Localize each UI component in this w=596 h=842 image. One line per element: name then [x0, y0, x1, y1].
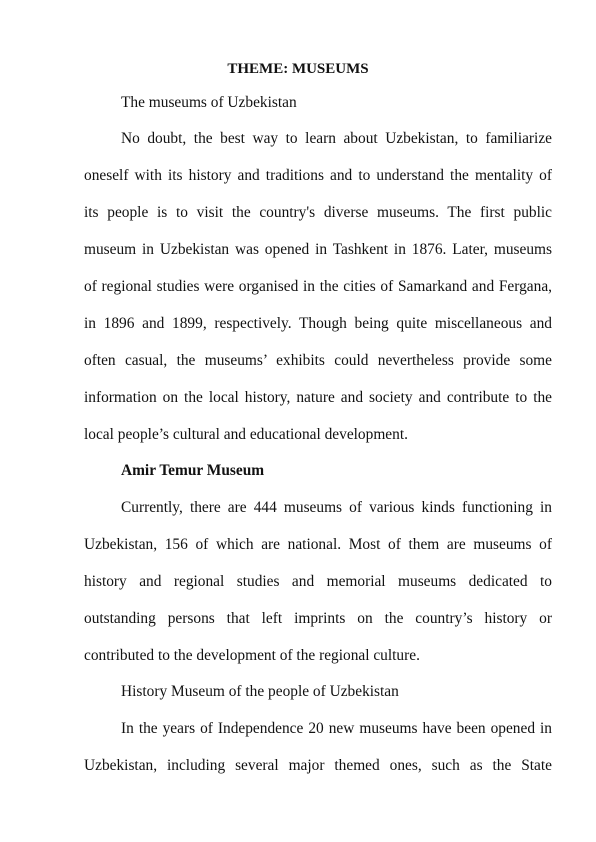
- paragraph-line: In the years of Independence 20 new museums have been opened in: [121, 720, 552, 737]
- paragraph-line: information on the local history, nature and society and contribute to the: [84, 389, 552, 406]
- paragraph-line: in 1896 and 1899, respectively. Though being quite miscellaneous and: [84, 315, 552, 332]
- paragraph-line: contributed to the development of the regional culture.: [84, 647, 420, 664]
- section-heading-amir-temur-museum: Amir Temur Museum: [121, 462, 265, 479]
- paragraph-line: Uzbekistan, including several major themed ones, such as the State: [84, 757, 552, 774]
- paragraph-line: its people is to visit the country's diverse museums. The first public: [84, 204, 552, 221]
- paragraph-line: oneself with its history and traditions and to understand the mentality of: [84, 167, 552, 184]
- paragraph-line: history and regional studies and memorial museums dedicated to: [84, 573, 552, 590]
- paragraph-line: museum in Uzbekistan was opened in Tashkent in 1876. Later, museums: [84, 241, 552, 258]
- paragraph-line: Currently, there are 444 museums of various kinds functioning in: [121, 499, 552, 516]
- section-heading-history-museum: History Museum of the people of Uzbekistan: [121, 683, 399, 700]
- paragraph-line: Uzbekistan, 156 of which are national. Most of them are museums of: [84, 536, 552, 553]
- paragraph-line: of regional studies were organised in the cities of Samarkand and Fergana,: [84, 278, 552, 295]
- page-title: THEME: MUSEUMS: [227, 61, 369, 77]
- paragraph-line: often casual, the museums’ exhibits could nevertheless provide some: [84, 352, 552, 369]
- paragraph-line: outstanding persons that left imprints on the country’s history or: [84, 610, 552, 627]
- paragraph-line: local people’s cultural and educational development.: [84, 426, 408, 443]
- section-heading-museums-of-uzbekistan: The museums of Uzbekistan: [121, 94, 297, 111]
- paragraph-line: No doubt, the best way to learn about Uzbekistan, to familiarize: [121, 130, 552, 147]
